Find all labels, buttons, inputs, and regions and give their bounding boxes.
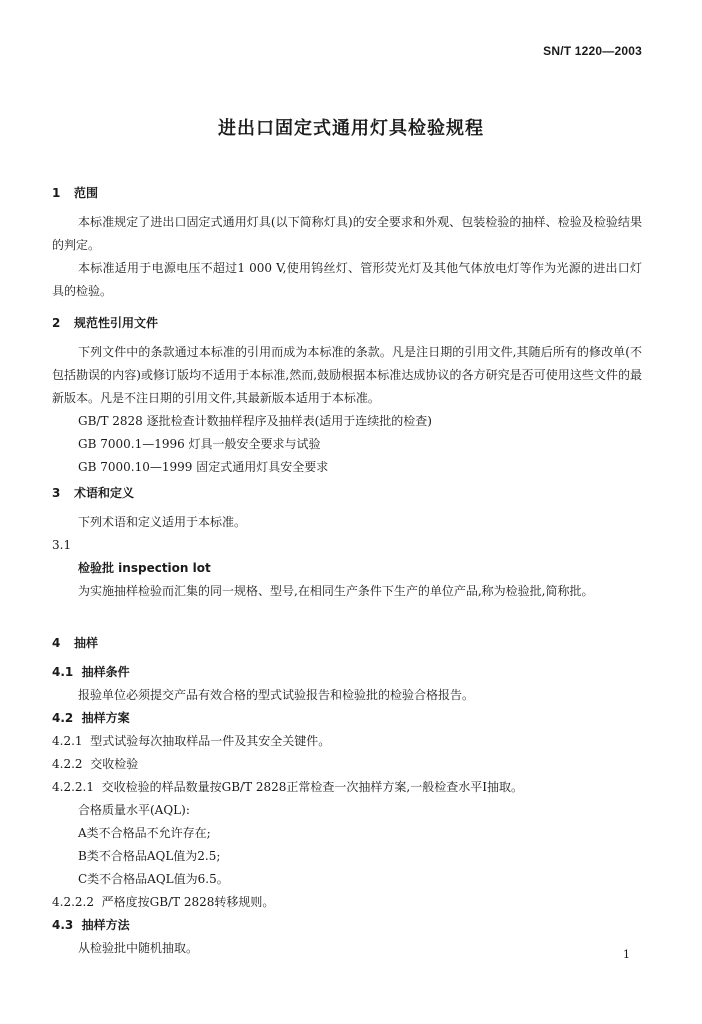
subsection-4-3-heading [52,914,642,937]
subsection-4-2-heading [52,707,642,730]
section-4 [52,632,642,960]
clause-4-2-2 [52,753,642,776]
clause-text: 严格度按GB/T 2828转移规则。 [101,895,275,909]
scope-paragraph-1: 本标准规定了进出口固定式通用灯具(以下简称灯具)的安全要求和外观、包装检验的抽样、检验及检验结果的判定。 [52,215,642,252]
scope-paragraph-2: 本标准适用于电源电压不超过1 000 V,使用钨丝灯、管形荧光灯及其他气体放电灯等作为光源的进出口灯具的检验。 [52,261,642,298]
clause-text: 交收检验 [90,757,139,771]
aql-class-a: A类不合格品不允许存在; [78,826,211,840]
clause-4-2-2-2 [52,891,642,914]
subsection-title: 抽样方案 [81,711,130,725]
section-title: 术语和定义 [74,486,135,500]
subsection-title: 抽样条件 [81,665,130,679]
clause-number: 4.2.2.2 [52,895,94,909]
reference-item: GB 7000.10—1999 固定式通用灯具安全要求 [78,460,329,474]
subsection-4-1-heading [52,661,642,684]
sampling-method-text: 从检验批中随机抽取。 [78,941,199,955]
clause-text: 型式试验每次抽取样品一件及其安全关键件。 [90,734,331,748]
section-2-heading [52,312,642,335]
subsection-number: 4.2 [52,711,74,725]
section-title: 规范性引用文件 [74,316,159,330]
subsection-number: 4.3 [52,918,74,932]
subsection-title: 抽样方法 [81,918,130,932]
subsection-number: 3.1 [52,538,72,552]
reference-item: GB/T 2828 逐批检查计数抽样程序及抽样表(适用于连续批的检查) [78,414,432,428]
terms-intro: 下列术语和定义适用于本标准。 [78,515,247,529]
sampling-condition-text: 报验单位必须提交产品有效合格的型式试验报告和检验批的检验合格报告。 [78,688,475,702]
aql-class-c: C类不合格品AQL值为6.5。 [78,872,229,886]
section-1 [52,182,642,303]
clause-number: 4.2.1 [52,734,83,748]
section-3-heading [52,482,642,505]
clause-4-2-2-1 [52,776,642,799]
clause-text: 交收检验的样品数量按GB/T 2828正常检查一次抽样方案,一般检查水平Ⅰ抽取。 [101,780,523,794]
aql-label: 合格质量水平(AQL): [78,803,190,817]
section-title: 抽样 [74,636,99,650]
section-number: 1 [52,186,61,200]
section-title: 范围 [74,186,99,200]
section-4-heading [52,632,642,655]
section-number: 3 [52,486,61,500]
section-1-heading [52,182,642,205]
normative-paragraph: 下列文件中的条款通过本标准的引用而成为本标准的条款。凡是注日期的引用文件,其随后所有的修改单(不包括勘误的内容)或修订版均不适用于本标准,然而,鼓励根据本标准达成协议的各方研究是否可使用这些文件的最新版本。凡是不注日期的引用文件,其最新版本适用于本标准。 [52,345,642,405]
page-number: 1 [623,948,630,961]
standard-number: SN/T 1220—2003 [543,44,642,58]
clause-number: 4.2.2.1 [52,780,94,794]
clause-number: 4.2.2 [52,757,83,771]
document-title: 进出口固定式通用灯具检验规程 [218,118,484,139]
section-2 [52,312,642,479]
clause-4-2-1 [52,730,642,753]
aql-class-b: B类不合格品AQL值为2.5; [78,849,221,863]
section-3 [52,482,642,603]
term-definition: 为实施抽样检验而汇集的同一规格、型号,在相同生产条件下生产的单位产品,称为检验批,简称批。 [78,584,594,598]
section-number: 4 [52,636,61,650]
section-number: 2 [52,316,61,330]
reference-item: GB 7000.1—1996 灯具一般安全要求与试验 [78,437,321,451]
subsection-number: 4.1 [52,665,74,679]
term-entry: 检验批 inspection lot [78,561,211,575]
